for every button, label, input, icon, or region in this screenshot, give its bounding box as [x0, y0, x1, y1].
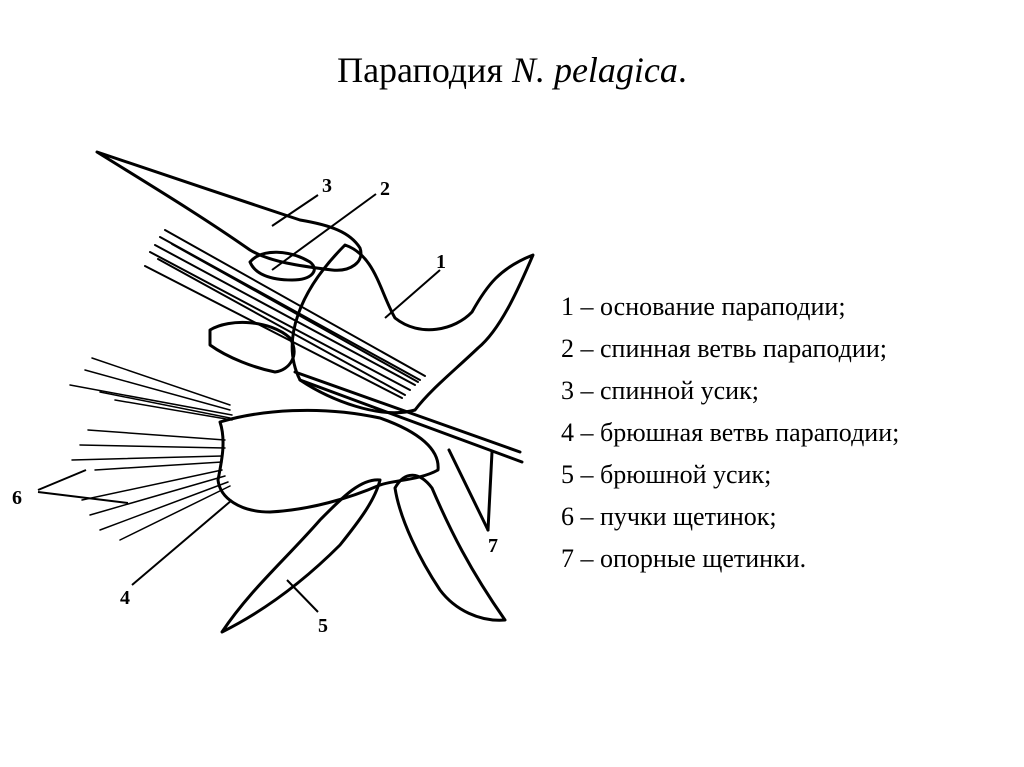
legend [561, 286, 899, 580]
legend-item-7: 7 – опорные щетинки. [561, 544, 807, 573]
dorsal-cirrus-shape [97, 152, 361, 270]
legend-item-5: 5 – брюшной усик; [561, 460, 772, 489]
figure-label-7: 7 [488, 535, 498, 557]
figure-label-4: 4 [120, 587, 130, 609]
figure-label-5: 5 [318, 615, 328, 637]
figure-label-2: 2 [380, 178, 390, 200]
title-prefix: Параподия [337, 50, 512, 90]
legend-item-4: 4 – брюшная ветвь параподии; [561, 418, 900, 447]
ventral-ramus-shape [218, 410, 438, 512]
legend-item-1: 1 – основание параподии; [561, 292, 846, 321]
dorsal-chaetae-bundle [145, 230, 425, 398]
legend-item-6: 6 – пучки щетинок; [561, 502, 777, 531]
ventral-cirrus-shape [222, 480, 380, 632]
ventral-chaetae-bundles [70, 358, 232, 540]
legend-item-2: 2 – спинная ветвь параподии; [561, 334, 887, 363]
figure-label-3: 3 [322, 175, 332, 197]
title-species: N. pelagica [511, 50, 678, 90]
figure-label-1: 1 [436, 251, 446, 273]
figure-label-6: 6 [12, 487, 22, 509]
middle-lobe-shape [210, 322, 294, 372]
title-suffix: . [677, 50, 687, 90]
legend-item-3: 3 – спинной усик; [561, 376, 759, 405]
